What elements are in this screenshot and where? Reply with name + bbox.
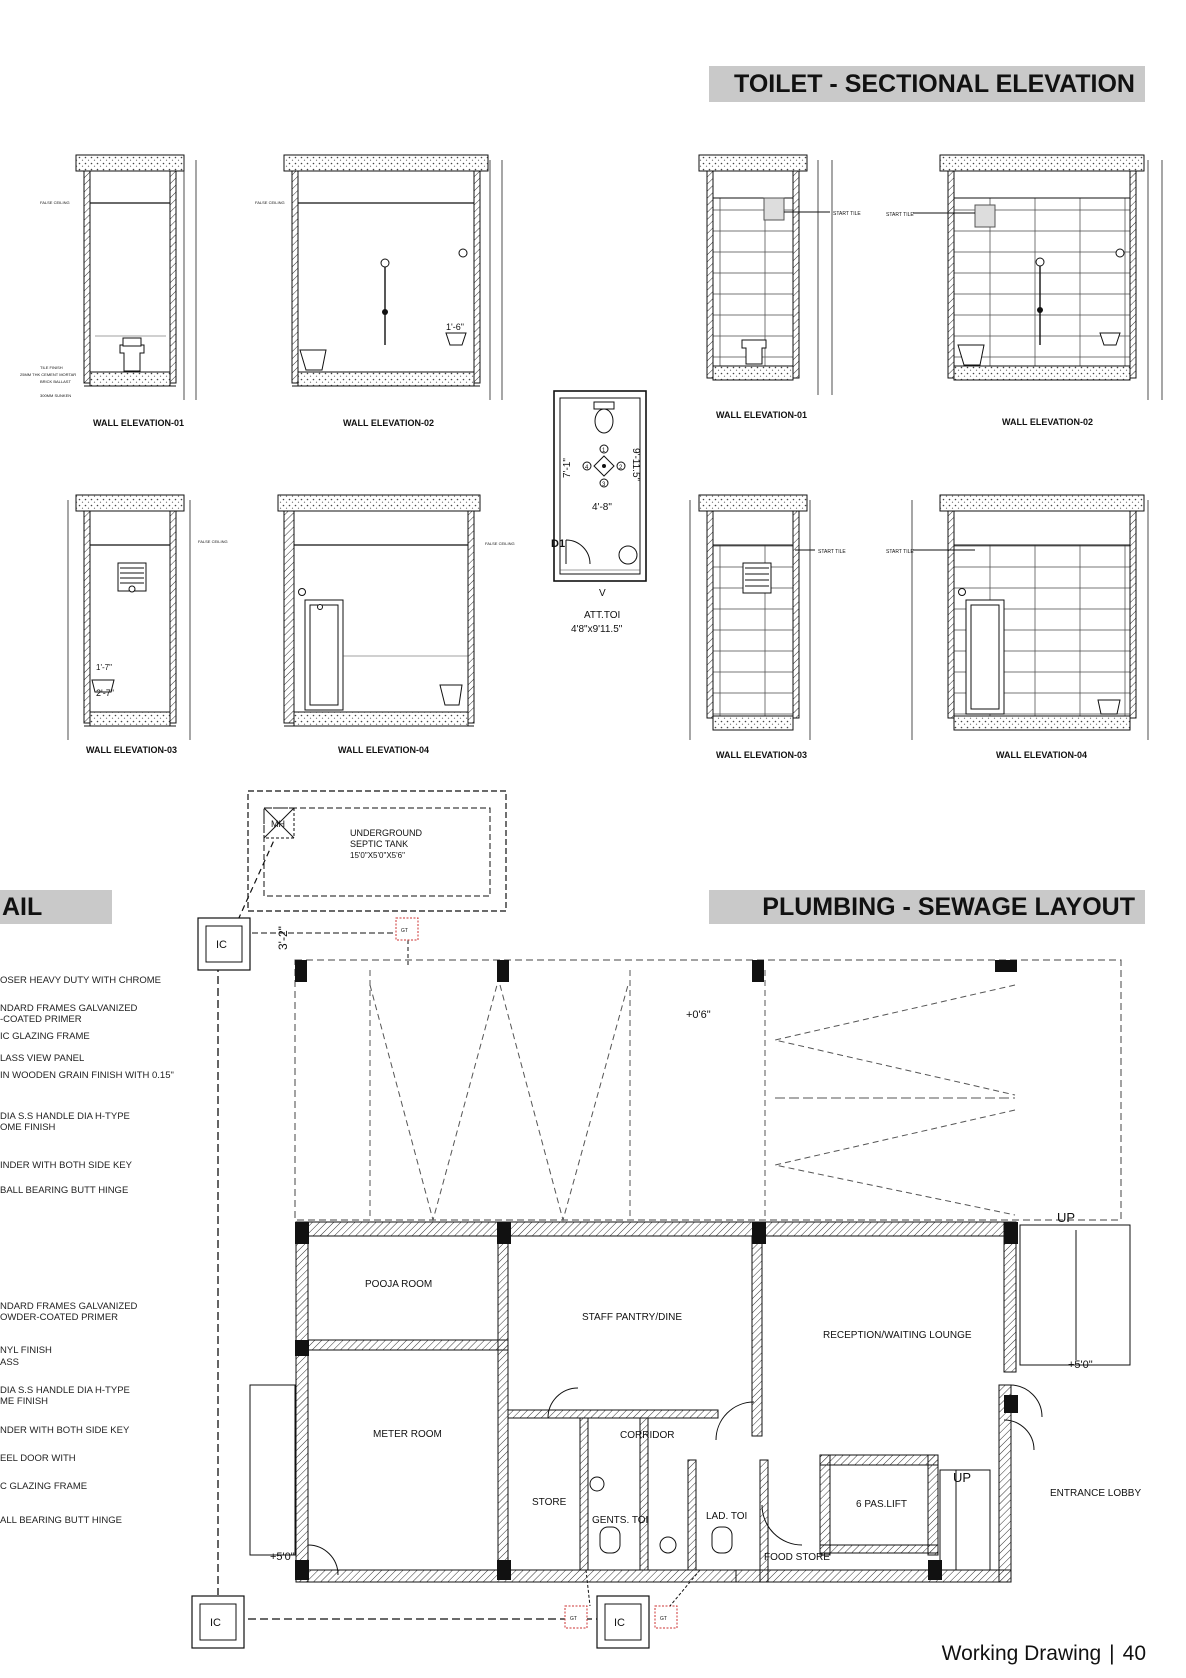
room-label-reception: RECEPTION/WAITING LOUNGE <box>823 1330 972 1341</box>
stair-up-label: UP <box>953 1470 972 1485</box>
floor-plan <box>250 960 1141 1582</box>
wc-icon <box>600 1527 620 1553</box>
basin-icon <box>660 1537 676 1553</box>
detail-section-title-text: AIL <box>2 893 43 921</box>
note-line: OWDER-COATED PRIMER <box>0 1312 119 1323</box>
basin-icon <box>446 333 466 345</box>
wall-elevation-02-right <box>886 155 1162 427</box>
elev-slab-bottom <box>90 372 170 386</box>
wc-icon <box>595 409 613 433</box>
start-tile-note: START TILE <box>886 212 914 218</box>
gully-trap-label: GT <box>660 1616 667 1622</box>
note-line: -COATED PRIMER <box>0 1014 82 1025</box>
false-ceiling-note: FALSE CEILING <box>485 541 515 546</box>
shower-head-icon <box>1036 258 1044 266</box>
tank-label-3: 15'0"X5'0"X5'6" <box>350 851 405 860</box>
ic-label: IC <box>614 1617 625 1629</box>
note-line: OME FINISH <box>0 1122 56 1133</box>
toilet-icon <box>1098 700 1120 714</box>
room-label-pantry: STAFF PANTRY/DINE <box>582 1312 683 1323</box>
elevation-label: WALL ELEVATION-04 <box>338 745 430 755</box>
note-line: BALL BEARING BUTT HINGE <box>0 1185 129 1196</box>
basin-height-dim: 1'-6" <box>446 322 464 332</box>
note-line: IN WOODEN GRAIN FINISH WITH 0.15" <box>0 1070 174 1081</box>
wall-elevation-01-left <box>20 155 196 428</box>
basin-icon <box>590 1477 604 1491</box>
note-line: ASS <box>0 1357 20 1368</box>
plan-height-dim: 7'-1" <box>562 458 573 478</box>
toilet-icon <box>440 685 462 705</box>
ventilator-tag: V <box>599 588 606 599</box>
elev-wall-right <box>170 168 176 383</box>
att-toi-plan <box>551 391 646 635</box>
door-tag: D1 <box>551 538 566 550</box>
shower-head-icon <box>381 259 389 267</box>
room-label-store: STORE <box>532 1497 567 1508</box>
note-line: EEL DOOR WITH <box>0 1453 76 1464</box>
elevation-label: WALL ELEVATION-03 <box>716 750 808 760</box>
wall-elevation-01-right <box>699 155 861 420</box>
note-line: ME FINISH <box>0 1396 49 1407</box>
plan-length-dim: 9'-11.5" <box>630 448 641 482</box>
room-label-entrance: ENTRANCE LOBBY <box>1050 1488 1142 1499</box>
elevation-label: WALL ELEVATION-01 <box>93 418 185 428</box>
gully-trap-label: GT <box>401 928 408 934</box>
note-line: OSER HEAVY DUTY WITH CHROME <box>0 975 161 986</box>
false-ceiling-note: FALSE CEILING <box>198 539 228 544</box>
room-label-meter: METER ROOM <box>373 1429 442 1440</box>
basin-icon <box>619 546 637 564</box>
toilet-icon <box>300 350 326 370</box>
plan-name: ATT.TOI <box>584 610 621 621</box>
ic-label: IC <box>210 1617 221 1629</box>
mortar-note: 25MM THK CEMENT MORTAR <box>20 372 77 377</box>
basin-icon <box>1100 333 1120 345</box>
manhole-label: MH <box>271 819 285 829</box>
roof-outline <box>295 960 1121 1220</box>
plan-mark: 4 <box>585 465 589 471</box>
sewage-network <box>192 838 700 1648</box>
plan-size: 4'8"x9'11.5" <box>571 624 623 635</box>
tile-finish-note: TILE FINISH <box>40 365 63 370</box>
gully-trap-label: GT <box>570 1616 577 1622</box>
brick-note: BRICK BALLAST <box>40 379 71 384</box>
elevation-label: WALL ELEVATION-03 <box>86 745 178 755</box>
wall-elevation-02-left <box>255 155 502 428</box>
wall <box>1004 1222 1016 1372</box>
level-marker: +5'0" <box>270 1551 295 1563</box>
note-line: INDER WITH BOTH SIDE KEY <box>0 1160 132 1171</box>
start-tile-note: START TILE <box>833 211 861 217</box>
tank-label-1: UNDERGROUND <box>350 828 422 838</box>
false-ceiling-note: FALSE CEILING <box>255 200 285 205</box>
page-number: 40 <box>1122 1642 1146 1665</box>
toilet-section-title-text: TOILET - SECTIONAL ELEVATION <box>734 70 1135 98</box>
wc-icon <box>712 1527 732 1553</box>
elevation-label: WALL ELEVATION-02 <box>343 418 435 428</box>
plumbing-section-title-text: PLUMBING - SEWAGE LAYOUT <box>762 893 1135 921</box>
wall-elevation-04-right <box>886 495 1148 760</box>
ic-label: IC <box>216 939 227 951</box>
elev-wall-left <box>84 168 90 383</box>
basin-dim: 2'-7" <box>96 688 114 698</box>
plan-mark: 1 <box>602 448 606 454</box>
plan-mark: 3 <box>602 482 606 488</box>
note-line: LASS VIEW PANEL <box>0 1053 85 1064</box>
door-icon <box>966 600 1004 714</box>
note-line: DIA S.S HANDLE DIA H-TYPE <box>0 1385 130 1396</box>
sunken-note: 300MM SUNKEN <box>40 393 72 398</box>
septic-tank <box>248 791 506 911</box>
footer-label: Working Drawing <box>941 1642 1102 1665</box>
elevation-label: WALL ELEVATION-04 <box>996 750 1088 760</box>
room-label-lift: 6 PAS.LIFT <box>856 1499 907 1510</box>
page-footer <box>942 1642 1146 1666</box>
note-line: C GLAZING FRAME <box>0 1481 88 1492</box>
footer-separator: | <box>1109 1642 1115 1665</box>
note-line: NDARD FRAMES GALVANIZED <box>0 1003 138 1014</box>
elevation-label: WALL ELEVATION-02 <box>1002 417 1094 427</box>
elev-slab-top <box>76 155 184 171</box>
start-tile-note: START TILE <box>886 549 914 555</box>
staircase-upper <box>1020 1225 1130 1365</box>
wall-elevation-03-right <box>690 495 846 760</box>
note-line: DIA S.S HANDLE DIA H-TYPE <box>0 1111 130 1122</box>
note-line: NYL FINISH <box>0 1345 52 1356</box>
false-ceiling-note: FALSE CEILING <box>40 200 70 205</box>
wall <box>296 1222 1011 1236</box>
dimension-label: 3'-2" <box>276 926 290 950</box>
start-tile-note: START TILE <box>818 549 846 555</box>
room-label-pooja: POOJA ROOM <box>365 1279 433 1290</box>
toilet-icon <box>120 345 144 371</box>
room-label-gents: GENTS. TOI <box>592 1515 649 1526</box>
wall-elevation-03-left <box>68 495 228 755</box>
level-marker: +5'0" <box>1068 1359 1093 1371</box>
room-label-lad: LAD. TOI <box>706 1511 748 1522</box>
room-label-food: FOOD STORE <box>764 1552 830 1563</box>
toilet-icon <box>742 340 766 364</box>
wall <box>296 1570 736 1582</box>
stair-up-label: UP <box>1057 1210 1076 1225</box>
tank-label-2: SEPTIC TANK <box>350 839 409 849</box>
wall <box>296 1222 308 1582</box>
room-label-corridor: CORRIDOR <box>620 1430 675 1441</box>
note-line: ALL BEARING BUTT HINGE <box>0 1515 122 1526</box>
plan-width-dim: 4'-8" <box>592 502 612 513</box>
plan-mark: 2 <box>619 465 623 471</box>
note-line: NDER WITH BOTH SIDE KEY <box>0 1425 130 1436</box>
elevation-label: WALL ELEVATION-01 <box>716 410 808 420</box>
door-icon <box>305 600 343 710</box>
note-line: IC GLAZING FRAME <box>0 1031 90 1042</box>
level-marker: +0'6" <box>686 1009 711 1021</box>
note-line: NDARD FRAMES GALVANIZED <box>0 1301 138 1312</box>
basin-height-dim: 1'-7" <box>96 663 112 672</box>
wall-elevation-04-left <box>278 495 515 755</box>
